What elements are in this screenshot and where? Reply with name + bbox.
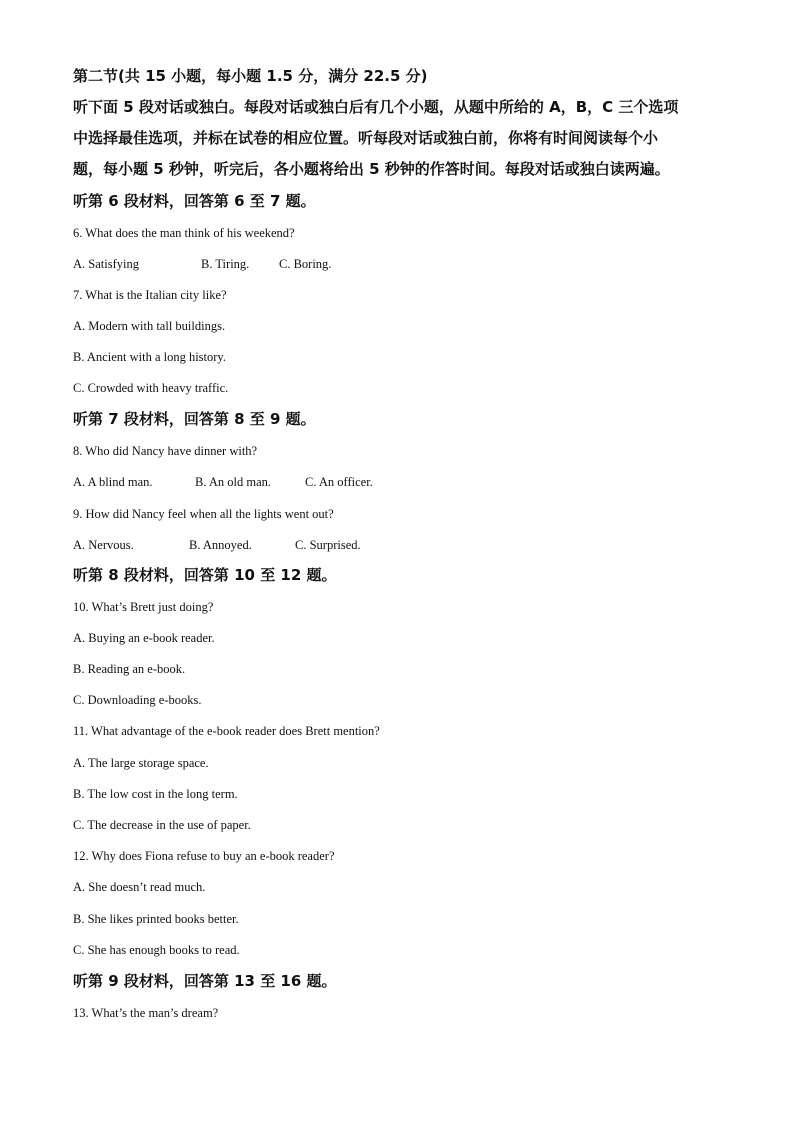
question-12-option-b: B. She likes printed books better. [73,912,239,926]
option-b: B. Annoyed. [189,538,252,552]
question-7-option-b: B. Ancient with a long history. [73,350,226,364]
question-12-option-c: C. She has enough books to read. [73,943,240,957]
question-10-option-a: A. Buying an e-book reader. [73,631,215,645]
question-11-option-b: B. The low cost in the long term. [73,787,238,801]
question-11-option-c: C. The decrease in the use of paper. [73,818,251,832]
question-12: 12. Why does Fiona refuse to buy an e-book reader? [73,849,335,863]
question-10: 10. What’s Brett just doing? [73,600,214,614]
question-6: 6. What does the man think of his weekend? [73,226,295,240]
question-7: 7. What is the Italian city like? [73,288,227,302]
question-11-option-a: A. The large storage space. [73,756,209,770]
option-a: A. Satisfying [73,257,139,271]
question-9: 9. How did Nancy feel when all the lights went out? [73,507,334,521]
material-8-heading: 听第 8 段材料，回答第 10 至 12 题。 [73,566,337,584]
question-10-option-b: B. Reading an e-book. [73,662,186,676]
question-10-option-c: C. Downloading e-books. [73,693,202,707]
question-6-options [73,256,332,272]
question-9-options [73,537,361,553]
option-b: B. Tiring. [201,257,250,271]
question-8: 8. Who did Nancy have dinner with? [73,444,258,458]
option-a: A. Nervous. [73,538,134,552]
material-9-heading: 听第 9 段材料，回答第 13 至 16 题。 [73,972,337,990]
option-a: A. A blind man. [73,475,153,489]
option-b: B. An old man. [195,475,272,489]
instructions-line-3: 题，每小题 5 秒钟，听完后，各小题将给出 5 秒钟的作答时间。每段对话或独白读两遍。 [73,160,670,178]
question-13: 13. What’s the man’s dream? [73,1006,219,1020]
question-12-option-a: A. She doesn’t read much. [73,880,206,894]
material-7-heading: 听第 7 段材料，回答第 8 至 9 题。 [73,410,316,428]
question-8-options [73,474,373,490]
option-c: C. An officer. [305,475,373,489]
question-7-option-a: A. Modern with tall buildings. [73,319,226,333]
material-6-heading: 听第 6 段材料，回答第 6 至 7 题。 [73,192,316,210]
question-11: 11. What advantage of the e-book reader does Brett mention? [73,724,380,738]
section-title: 第二节(共 15 小题，每小题 1.5 分，满分 22.5 分) [73,67,428,85]
question-7-option-c: C. Crowded with heavy traffic. [73,381,229,395]
option-c: C. Surprised. [295,538,361,552]
option-c: C. Boring. [279,257,332,271]
instructions-line-2: 中选择最佳选项，并标在试卷的相应位置。听每段对话或独白前，你将有时间阅读每个小 [73,129,659,147]
instructions-line-1: 听下面 5 段对话或独白。每段对话或独白后有几个小题，从题中所给的 A，B，C 三个选项 [73,98,679,116]
